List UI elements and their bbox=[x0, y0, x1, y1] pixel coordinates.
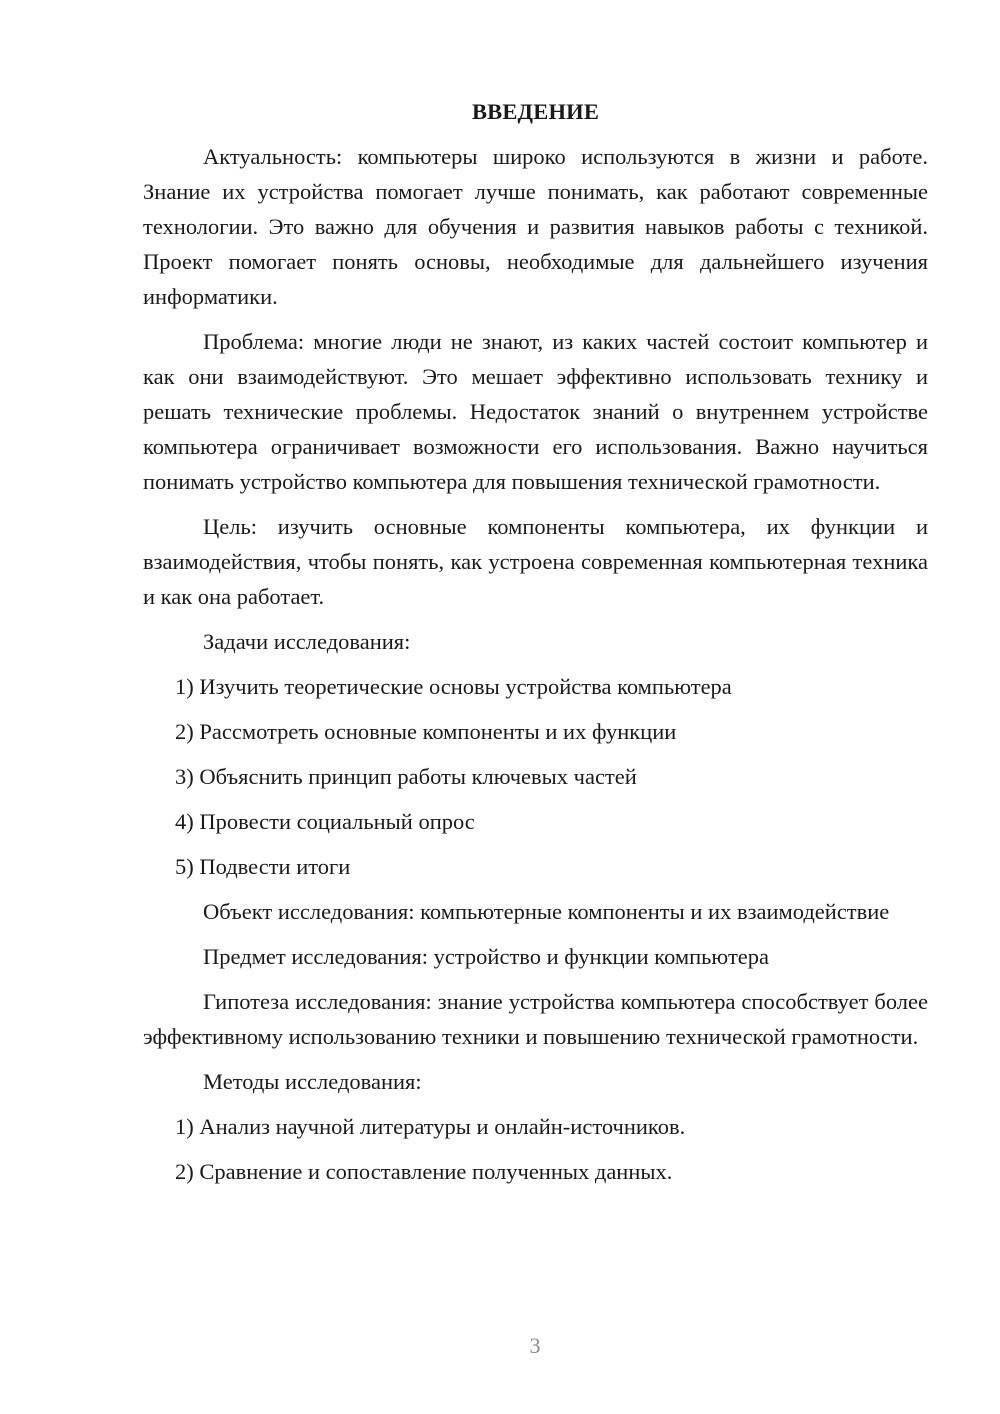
task-item-2: 2) Рассмотреть основные компоненты и их функции bbox=[175, 719, 677, 744]
hypothesis-paragraph: Гипотеза исследования: знание устройства компьютера способствует более эффективному использованию техники и повышению технической грамотности. bbox=[143, 989, 928, 1049]
problem-paragraph: Проблема: многие люди не знают, из каких частей состоит компьютер и как они взаимодействуют. Это мешает эффективно использовать технику и решать технические проблемы. Недостаток знаний о внутреннем устройстве компьютера ограничивает возможности его использования. Важно научиться понимать устройство компьютера для повышения технической грамотности. bbox=[143, 329, 928, 494]
method-item-2: 2) Сравнение и сопоставление полученных данных. bbox=[175, 1159, 673, 1184]
task-item-3: 3) Объяснить принцип работы ключевых частей bbox=[175, 764, 637, 789]
page-number: 3 bbox=[529, 1333, 541, 1358]
relevance-paragraph: Актуальность: компьютеры широко используются в жизни и работе. Знание их устройства помогает лучше понимать, как работают современные технологии. Это важно для обучения и развития навыков работы с техникой. Проект помогает понять основы, необходимые для дальнейшего изучения информатики. bbox=[143, 144, 928, 309]
page-content bbox=[143, 94, 928, 1199]
subject-line: Предмет исследования: устройство и функции компьютера bbox=[203, 944, 769, 969]
task-item-5: 5) Подвести итоги bbox=[175, 854, 351, 879]
section-title: ВВЕДЕНИЕ bbox=[471, 99, 600, 124]
method-item-1: 1) Анализ научной литературы и онлайн-источников. bbox=[175, 1114, 686, 1139]
task-item-1: 1) Изучить теоретические основы устройства компьютера bbox=[175, 674, 732, 699]
task-item-4: 4) Провести социальный опрос bbox=[175, 809, 475, 834]
goal-paragraph: Цель: изучить основные компоненты компьютера, их функции и взаимодействия, чтобы понять, как устроена современная компьютерная техника и как она работает. bbox=[143, 514, 928, 609]
tasks-heading: Задачи исследования: bbox=[203, 629, 411, 654]
object-paragraph: Объект исследования: компьютерные компоненты и их взаимодействие bbox=[203, 899, 890, 924]
methods-heading: Методы исследования: bbox=[203, 1069, 422, 1094]
